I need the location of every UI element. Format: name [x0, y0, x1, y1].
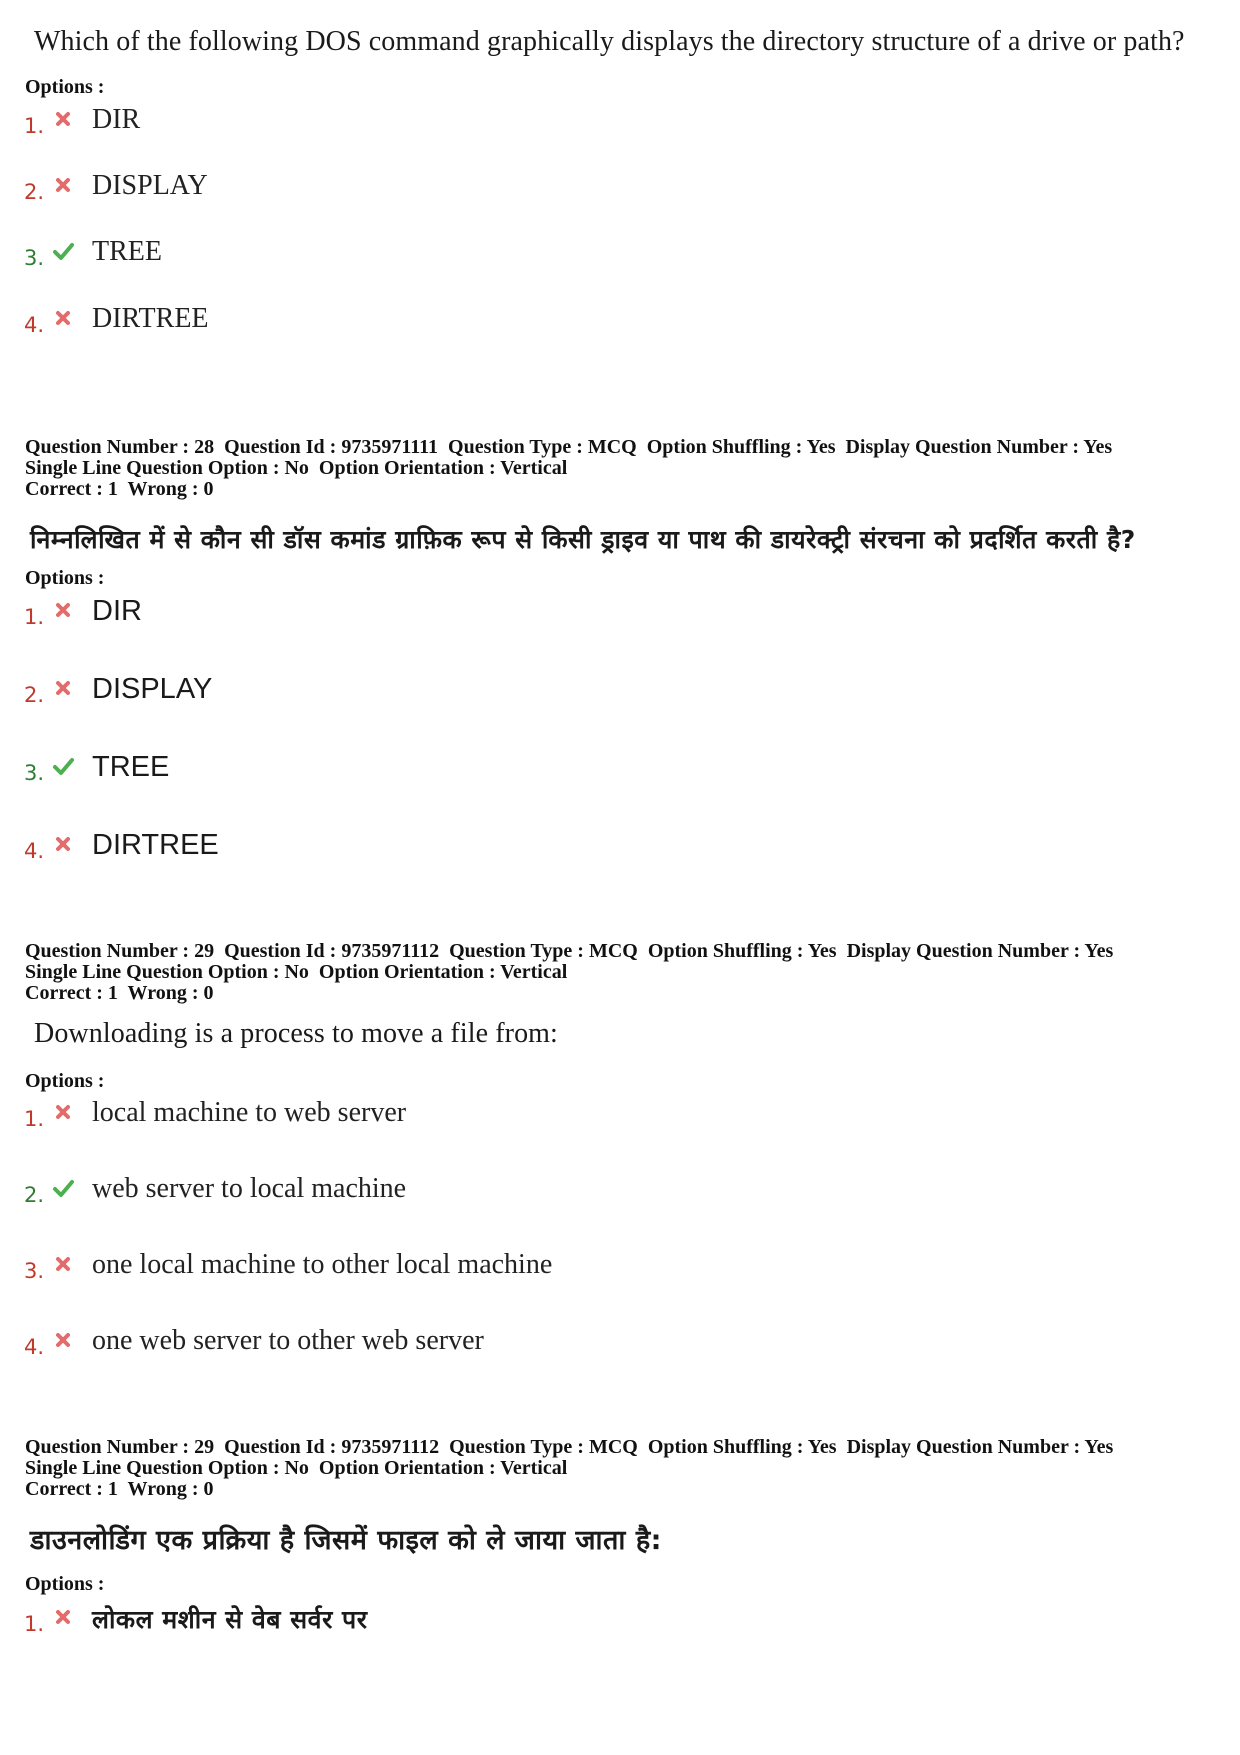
options-label: Options : [25, 1573, 105, 1595]
option-number: 1. [24, 605, 45, 629]
option-text: DISPLAY [92, 673, 213, 705]
question-text: Downloading is a process to move a file from: [34, 1018, 558, 1049]
meta-line: Correct : 1 Wrong : 0 [25, 982, 214, 1004]
options-label: Options : [25, 567, 105, 589]
cross-icon [52, 108, 74, 130]
option-text: local machine to web server [92, 1097, 407, 1128]
option-text: TREE [92, 236, 162, 267]
question-text: डाउनलोडिंग एक प्रक्रिया है जिसमें फाइल को ले जाया जाता है: [30, 1525, 662, 1556]
option-text: TREE [92, 751, 170, 783]
option-number: 4. [24, 1335, 45, 1359]
option-number: 2. [24, 683, 45, 707]
meta-line: Correct : 1 Wrong : 0 [25, 1478, 214, 1500]
option-number: 2. [24, 180, 45, 204]
meta-line: Question Number : 28 Question Id : 9735971111 Question Type : MCQ Option Shuffling : Yes Display Question Number : Yes [25, 436, 1113, 458]
option-text: लोकल मशीन से वेब सर्वर पर [92, 1605, 368, 1634]
meta-line: Question Number : 29 Question Id : 9735971112 Question Type : MCQ Option Shuffling : Yes Display Question Number : Yes [25, 940, 1114, 962]
cross-icon [52, 174, 74, 196]
check-icon [52, 755, 74, 777]
option-number: 4. [24, 313, 45, 337]
question-meta [25, 437, 1112, 500]
options-label: Options : [25, 76, 105, 98]
cross-icon [52, 677, 74, 699]
cross-icon [52, 833, 74, 855]
option-number: 1. [24, 1107, 45, 1131]
option-number: 3. [24, 761, 45, 785]
option-text: web server to local machine [92, 1173, 407, 1204]
option-text: DISPLAY [92, 170, 208, 201]
meta-line: Single Line Question Option : No Option Orientation : Vertical [25, 457, 568, 479]
option-number: 4. [24, 839, 45, 863]
option-text: one web server to other web server [92, 1325, 484, 1356]
option-number: 1. [24, 114, 45, 138]
option-number: 3. [24, 246, 45, 270]
meta-line: Single Line Question Option : No Option Orientation : Vertical [25, 1457, 568, 1479]
option-number: 3. [24, 1259, 45, 1283]
option-text: one local machine to other local machine [92, 1249, 553, 1280]
option-number: 1. [24, 1612, 45, 1636]
question-meta [25, 941, 1113, 1004]
cross-icon [52, 307, 74, 329]
meta-line: Question Number : 29 Question Id : 9735971112 Question Type : MCQ Option Shuffling : Yes Display Question Number : Yes [25, 1436, 1114, 1458]
option-text: DIRTREE [92, 303, 209, 334]
option-number: 2. [24, 1183, 45, 1207]
cross-icon [52, 1101, 74, 1123]
meta-line: Correct : 1 Wrong : 0 [25, 478, 214, 500]
option-text: DIR [92, 104, 141, 135]
check-icon [52, 1177, 74, 1199]
cross-icon [52, 599, 74, 621]
meta-line: Single Line Question Option : No Option Orientation : Vertical [25, 961, 568, 983]
cross-icon [52, 1606, 74, 1628]
option-text: DIR [92, 595, 142, 627]
question-text: Which of the following DOS command graphically displays the directory structure of a drive or path? [34, 26, 1185, 57]
question-meta [25, 1437, 1113, 1500]
cross-icon [52, 1253, 74, 1275]
options-label: Options : [25, 1070, 105, 1092]
cross-icon [52, 1329, 74, 1351]
option-text: DIRTREE [92, 829, 219, 861]
question-text: निम्नलिखित में से कौन सी डॉस कमांड ग्राफ़िक रूप से किसी ड्राइव या पाथ की डायरेक्ट्री संरचना को प्रदर्शित करती है? [30, 525, 1136, 554]
check-icon [52, 240, 74, 262]
